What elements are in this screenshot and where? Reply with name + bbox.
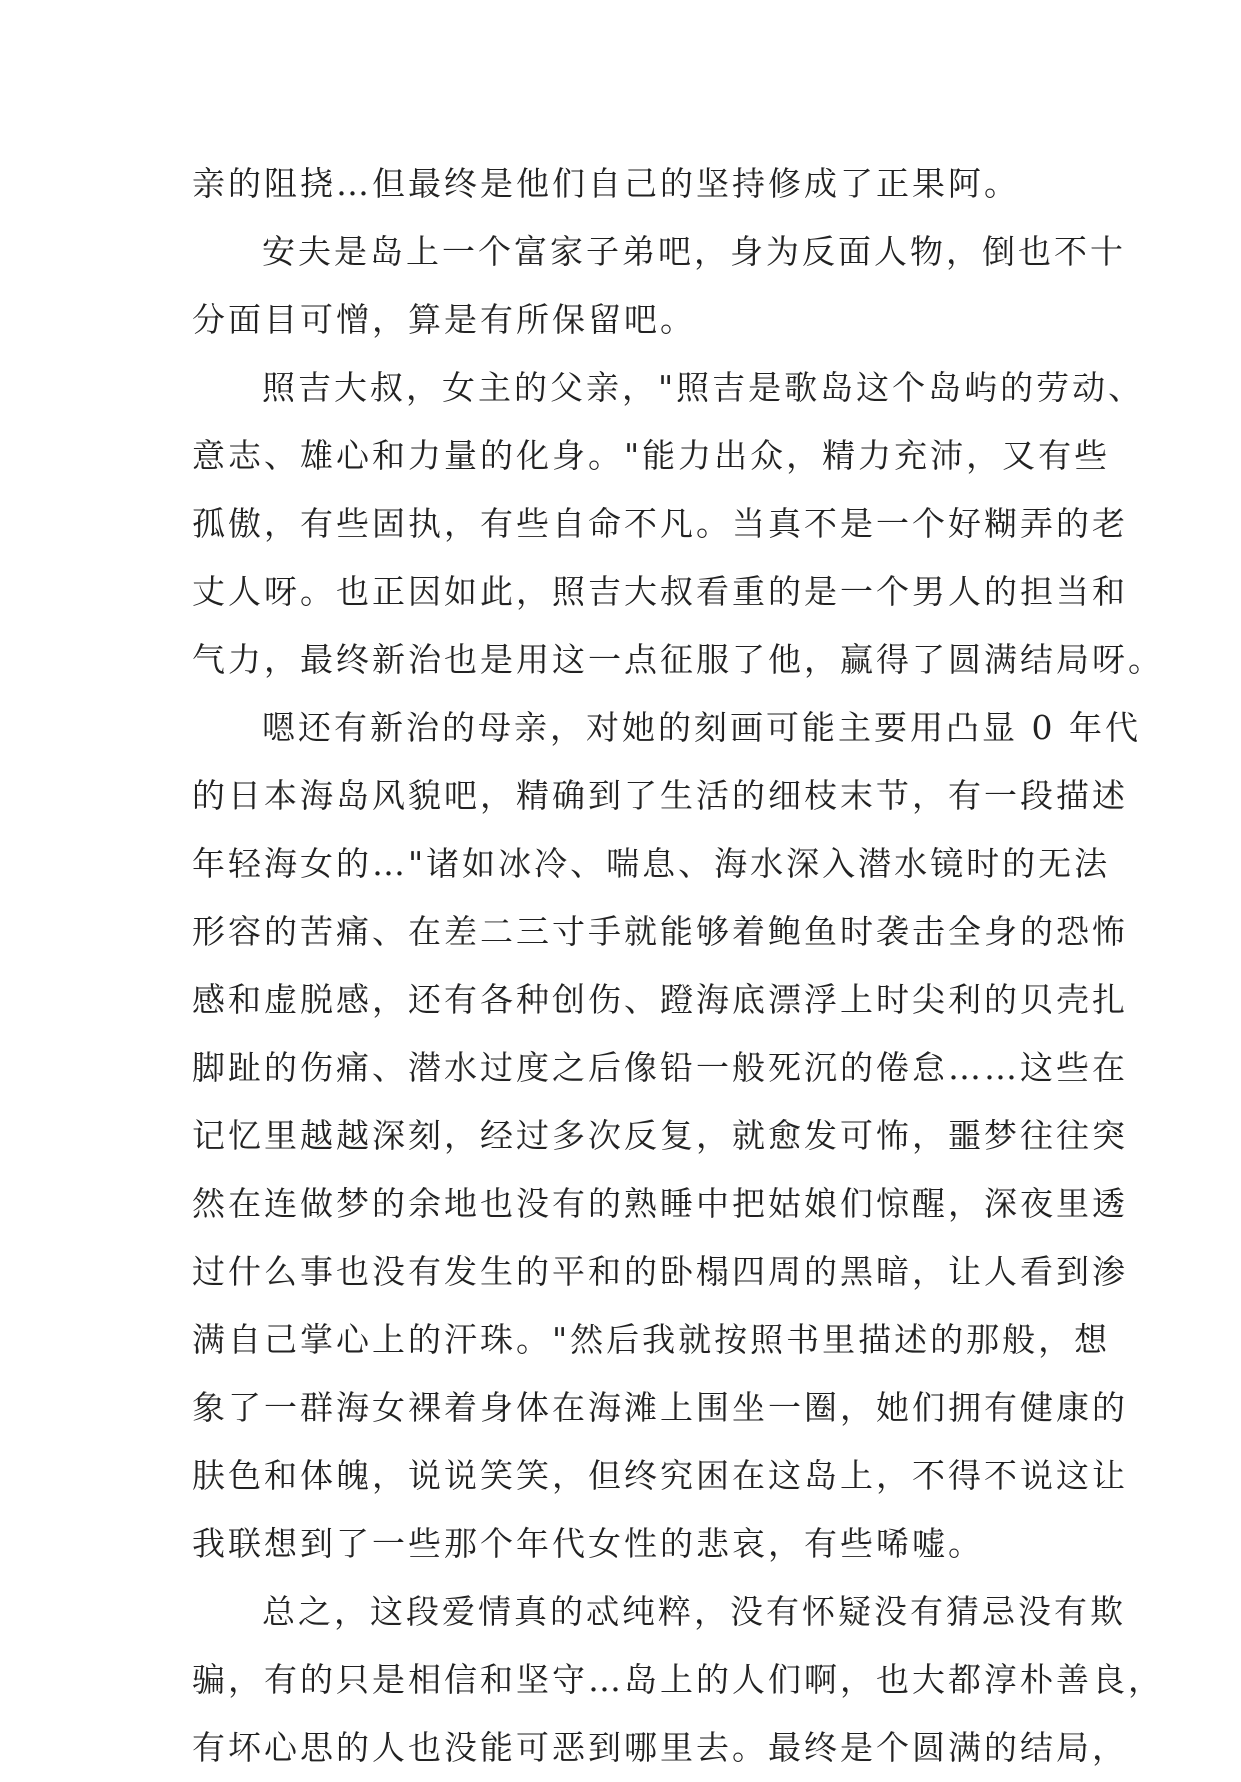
text-line: 脚趾的伤痛、潜水过度之后像铅一般死沉的倦怠……这些在: [192, 1048, 1128, 1087]
text-line: 年轻海女的…"诸如冰冷、喘息、海水深入潜水镜时的无法: [192, 844, 1111, 883]
text-line: 亲的阻挠…但最终是他们自己的坚持修成了正果阿。: [192, 164, 1020, 203]
text-line: 然在连做梦的余地也没有的熟睡中把姑娘们惊醒，深夜里透: [192, 1184, 1128, 1223]
text-line: 形容的苦痛、在差二三寸手就能够着鲍鱼时袭击全身的恐怖: [192, 912, 1128, 951]
text-line: 分面目可憎，算是有所保留吧。: [192, 300, 696, 339]
text-line: 嗯还有新治的母亲，对她的刻画可能主要用凸显 0 年代: [262, 708, 1141, 747]
text-line: 的日本海岛风貌吧，精确到了生活的细枝末节，有一段描述: [192, 776, 1128, 815]
body-text: [192, 150, 1164, 1782]
text-line: 骗，有的只是相信和坚守…岛上的人们啊，也大都淳朴善良，: [192, 1660, 1164, 1699]
text-line: 过什么事也没有发生的平和的卧榻四周的黑暗，让人看到渗: [192, 1252, 1128, 1291]
text-line: 我联想到了一些那个年代女性的悲哀，有些唏嘘。: [192, 1524, 984, 1563]
text-line: 气力，最终新治也是用这一点征服了他，赢得了圆满结局呀。: [192, 640, 1164, 679]
text-line: 孤傲，有些固执，有些自命不凡。当真不是一个好糊弄的老: [192, 504, 1128, 543]
text-line: 肤色和体魄，说说笑笑，但终究困在这岛上，不得不说这让: [192, 1456, 1128, 1495]
text-line: 照吉大叔，女主的父亲，"照吉是歌岛这个岛屿的劳动、: [262, 368, 1145, 407]
text-line: 意志、雄心和力量的化身。"能力出众，精力充沛，又有些: [192, 436, 1111, 475]
text-line: 有坏心思的人也没能可恶到哪里去。最终是个圆满的结局，: [192, 1728, 1128, 1767]
text-line: 满自己掌心上的汗珠。"然后我就按照书里描述的那般，想: [192, 1320, 1111, 1359]
text-line: 总之，这段爱情真的忒纯粹，没有怀疑没有猜忌没有欺: [262, 1592, 1126, 1631]
text-line: 记忆里越越深刻，经过多次反复，就愈发可怖，噩梦往往突: [192, 1116, 1128, 1155]
text-line: 感和虚脱感，还有各种创伤、蹬海底漂浮上时尖利的贝壳扎: [192, 980, 1128, 1019]
text-line: 丈人呀。也正因如此，照吉大叔看重的是一个男人的担当和: [192, 572, 1128, 611]
text-line: 安夫是岛上一个富家子弟吧，身为反面人物，倒也不十: [262, 232, 1126, 271]
text-line: 象了一群海女裸着身体在海滩上围坐一圈，她们拥有健康的: [192, 1388, 1128, 1427]
